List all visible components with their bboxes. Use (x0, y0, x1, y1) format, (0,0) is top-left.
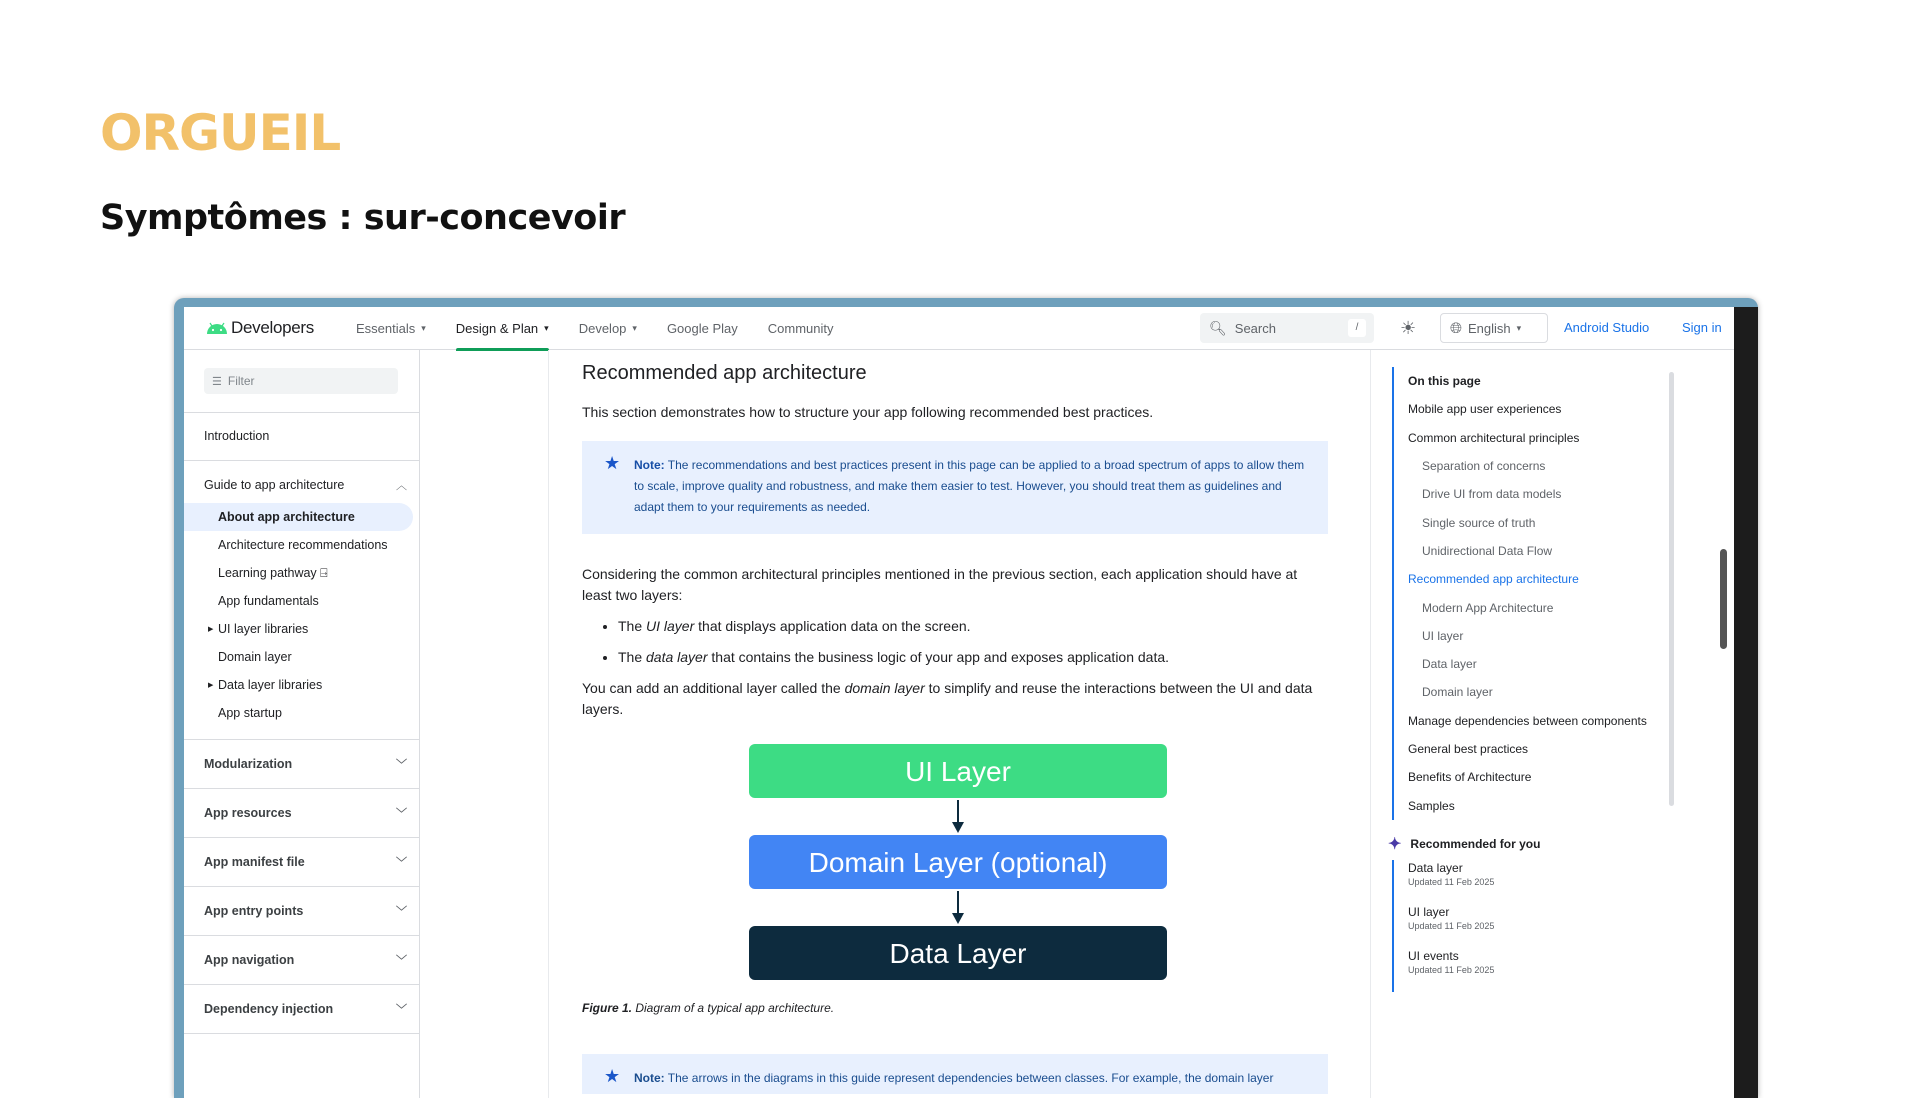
filter-placeholder: Filter (227, 374, 255, 388)
toc-item[interactable]: Single source of truth (1422, 515, 1536, 530)
arrow-down-icon (749, 889, 1167, 926)
sidebar-item-about-app-architecture[interactable]: About app architecture (184, 503, 413, 531)
arrow-down-icon (749, 798, 1167, 835)
search-shortcut-key: / (1348, 319, 1366, 337)
toc-item[interactable]: Mobile app user experiences (1408, 402, 1562, 417)
note-text: The recommendations and best practices present in this page can be applied to a broad spectrum of apps to allow them to scale, improve quality and robustness, and make them easier to test. However, you should treat them as guidelines and adapt them to your requirements as needed. (634, 458, 1305, 514)
chevron-down-icon: ﹀ (396, 759, 407, 771)
data-layer-box: Data Layer (749, 926, 1167, 980)
note-callout-2: ★ Note: The arrows in the diagrams in this guide represent dependencies between classes. For example, the domain layer (582, 1054, 1328, 1094)
toc-item[interactable]: Drive UI from data models (1422, 487, 1562, 502)
toc-item[interactable]: Domain layer (1422, 685, 1493, 700)
nav-design-plan[interactable]: Design & Plan ▾ (456, 307, 549, 350)
article-content (582, 350, 1328, 1098)
brand-logo[interactable] (206, 318, 326, 338)
sidebar-group-app-resources[interactable]: App resources ﹀ (184, 788, 419, 837)
recommended-heading: ✦ Recommended for you (1388, 835, 1541, 853)
star-icon: ★ (604, 1066, 621, 1086)
slide-subtitle: Symptômes : sur-concevoir (100, 198, 626, 238)
globe-icon: 🌐︎ (1450, 319, 1463, 337)
domain-layer-paragraph: You can add an additional layer called the domain layer to simplify and reuse the interactions between the UI and data layers. (582, 680, 1313, 717)
sidebar-item-learning-pathway[interactable]: Learning pathway ⍈ (218, 565, 328, 580)
sidebar-item-domain-layer[interactable]: Domain layer (218, 650, 292, 664)
note-callout (582, 441, 1328, 534)
theme-toggle-icon[interactable]: ☀ (1400, 318, 1417, 338)
toc-item[interactable]: Separation of concerns (1422, 459, 1546, 474)
toc-title: On this page (1408, 374, 1481, 389)
android-icon (206, 321, 228, 335)
chevron-down-icon: ﹀ (396, 857, 407, 869)
list-item: • The data layer that contains the business logic of your app and exposes application data. (618, 647, 1328, 668)
star-icon: ★ (604, 453, 621, 473)
language-label: English (1468, 320, 1511, 336)
nav-google-play[interactable]: Google Play (666, 320, 738, 336)
browser-viewport (184, 307, 1734, 1098)
nav-community[interactable]: Community (767, 320, 834, 336)
filter-icon: ☰ (212, 375, 222, 388)
sparkle-icon: ✦ (1388, 835, 1402, 853)
sidebar-item-app-fundamentals[interactable]: App fundamentals (218, 594, 319, 608)
recommended-title: Data layer (1408, 860, 1463, 875)
sidebar-group-app-navigation[interactable]: App navigation ﹀ (184, 935, 419, 984)
recommended-title: UI events (1408, 948, 1459, 963)
toc-item[interactable]: Benefits of Architecture (1408, 770, 1532, 785)
search-icon: 🔍︎ (1209, 319, 1227, 336)
recommended-date: Updated 11 Feb 2025 (1408, 876, 1495, 887)
toc-item[interactable]: Modern App Architecture (1422, 600, 1554, 615)
recommended-date: Updated 11 Feb 2025 (1408, 964, 1495, 975)
page-title: Recommended app architecture (582, 362, 867, 384)
toc-item[interactable]: General best practices (1408, 742, 1529, 756)
sidebar-item-ui-layer-libraries[interactable]: ▶ UI layer libraries (208, 622, 309, 636)
search-placeholder: Search (1234, 320, 1276, 336)
sign-in-link[interactable]: Sign in (1682, 320, 1722, 335)
sidebar-item-architecture-recommendations[interactable]: Architecture recommendations (218, 538, 388, 552)
sidebar-item-introduction[interactable]: Introduction (184, 412, 419, 460)
sidebar-group-dependency-injection[interactable]: Dependency injection ﹀ (184, 984, 419, 1033)
chevron-down-icon: ﹀ (396, 1004, 407, 1016)
caret-down-icon: ▾ (1516, 322, 1522, 333)
toc-item[interactable]: UI layer (1422, 628, 1464, 643)
left-sidebar (184, 350, 420, 1098)
brand-name: Developers (231, 318, 314, 337)
toc-item[interactable]: Common architectural principles (1408, 430, 1580, 445)
chevron-up-icon: ︿ (396, 480, 407, 492)
caret-down-icon: ▾ (544, 322, 549, 333)
layers-list (582, 616, 1328, 668)
search-input[interactable] (1200, 313, 1374, 343)
chevron-down-icon: ﹀ (396, 808, 407, 820)
recommended-item[interactable] (1408, 904, 1677, 948)
expand-triangle-icon: ▶ (208, 626, 214, 633)
intro-paragraph: This section demonstrates how to structure your app following recommended best practices. (582, 404, 1154, 420)
toc-item[interactable]: Unidirectional Data Flow (1422, 543, 1553, 558)
sidebar-item-app-startup[interactable]: App startup (218, 706, 282, 720)
filter-input[interactable] (204, 368, 398, 394)
caret-down-icon: ▾ (632, 322, 637, 333)
sidebar-group-app-entry-points[interactable]: App entry points ﹀ (184, 886, 419, 935)
sidebar-item-data-layer-libraries[interactable]: ▶ Data layer libraries (208, 678, 323, 692)
note-label: Note: (634, 458, 665, 472)
top-navigation (184, 307, 1734, 350)
sidebar-group-guide[interactable]: Guide to app architecture ︿ (204, 478, 407, 492)
recommended-item[interactable] (1408, 948, 1677, 992)
domain-layer-box: Domain Layer (optional) (749, 835, 1167, 889)
toc-item[interactable]: Recommended app architecture (1408, 572, 1579, 587)
recommended-title: UI layer (1408, 904, 1450, 919)
toc-item[interactable]: Data layer (1422, 657, 1477, 672)
architecture-diagram (749, 744, 1167, 980)
slide-title: ORGUEIL (100, 104, 341, 162)
laptop-frame (174, 298, 1758, 1098)
recommended-item[interactable] (1408, 860, 1677, 904)
toc-item[interactable]: Manage dependencies between components (1408, 713, 1647, 728)
recommended-date: Updated 11 Feb 2025 (1408, 920, 1495, 931)
nav-develop[interactable]: Develop ▾ (578, 320, 637, 336)
chevron-down-icon: ﹀ (396, 906, 407, 918)
page-scrollbar[interactable] (1720, 549, 1727, 649)
chevron-down-icon: ﹀ (396, 955, 407, 967)
table-of-contents (1388, 367, 1677, 992)
sidebar-group-modularization[interactable]: Modularization ﹀ (184, 739, 419, 788)
figure-caption: Figure 1. Diagram of a typical app architecture. (582, 1001, 835, 1015)
sidebar-group-app-manifest[interactable]: App manifest file ﹀ (184, 837, 419, 886)
toc-item[interactable]: Samples (1408, 798, 1455, 813)
nav-essentials[interactable]: Essentials ▾ (356, 320, 426, 336)
list-item: • The UI layer that displays application data on the screen. (618, 616, 1328, 637)
caret-down-icon: ▾ (421, 322, 426, 333)
android-studio-link[interactable]: Android Studio (1564, 320, 1650, 335)
expand-triangle-icon: ▶ (208, 682, 214, 689)
layers-paragraph: Considering the common architectural principles mentioned in the previous section, each application should have at least two layers: (582, 566, 1298, 603)
language-select[interactable] (1440, 313, 1548, 343)
ui-layer-box: UI Layer (749, 744, 1167, 798)
